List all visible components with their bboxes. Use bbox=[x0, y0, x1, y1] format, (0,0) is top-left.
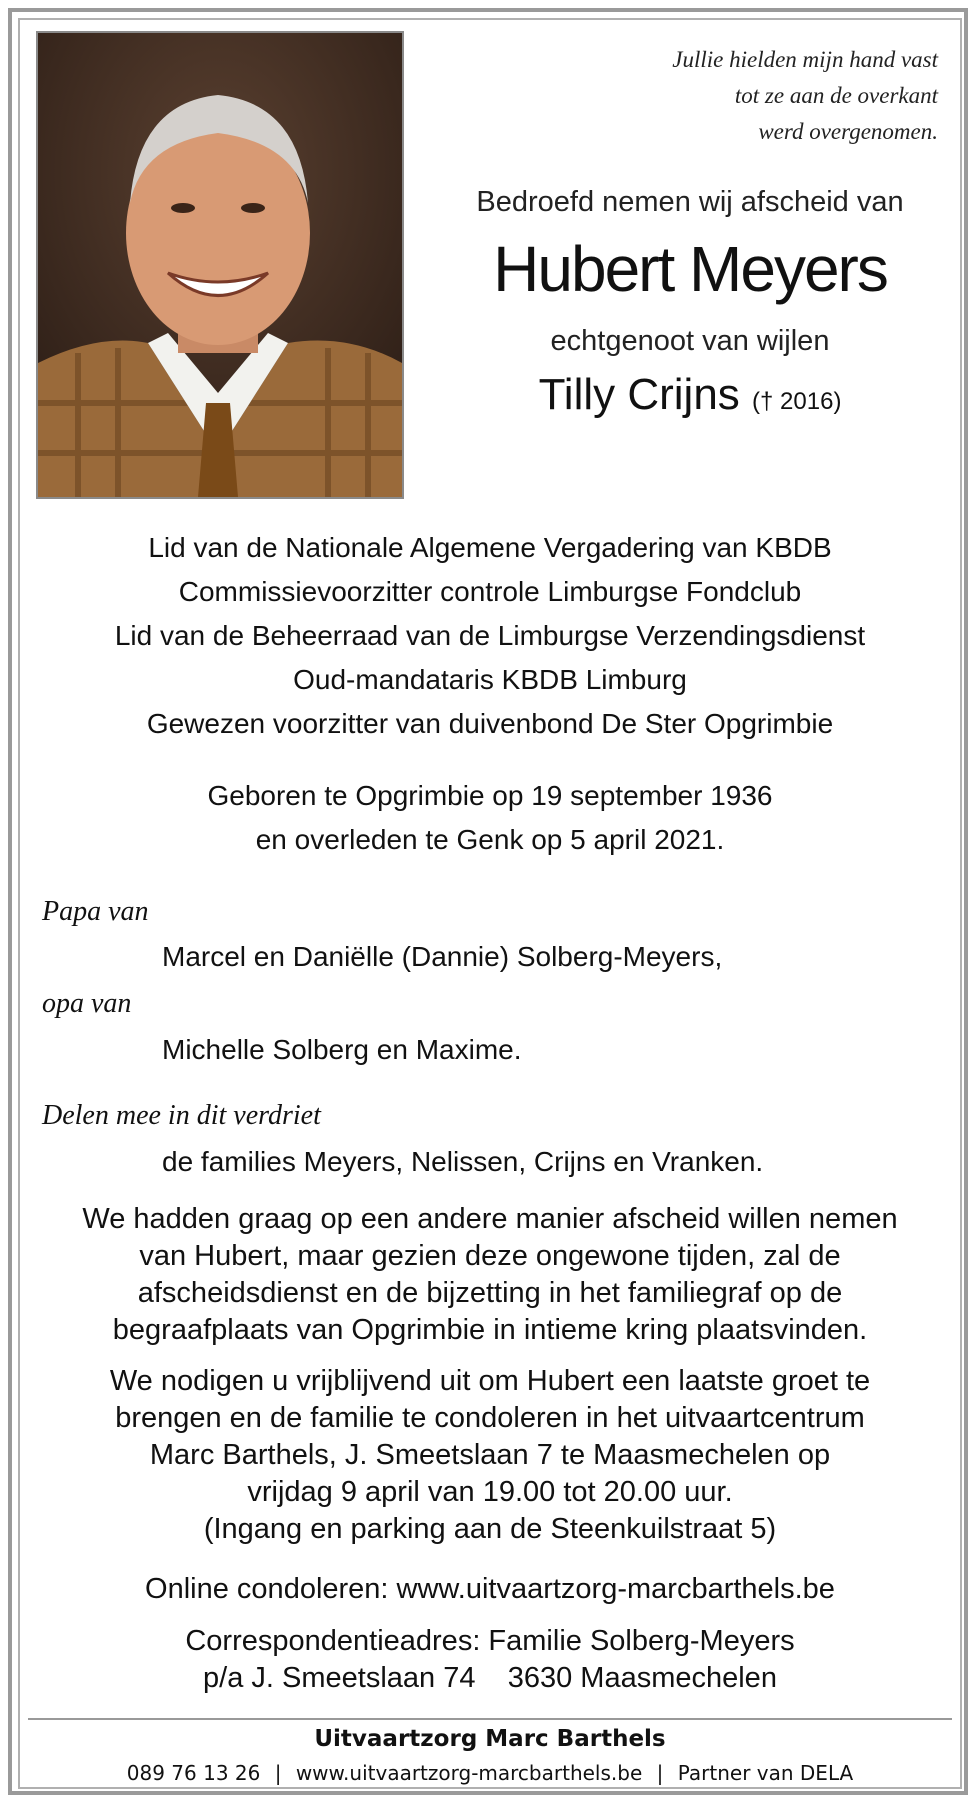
share-label: Delen mee in dit verdriet bbox=[42, 1100, 321, 1131]
footer-separator: | bbox=[656, 1761, 664, 1785]
footer-phone[interactable]: 089 76 13 26 bbox=[126, 1761, 261, 1785]
poem-line: tot ze aan de overkant bbox=[734, 83, 938, 108]
invite-line: brengen en de familie te condoleren in het uitvaartcentrum bbox=[115, 1402, 865, 1434]
portrait-photo bbox=[36, 31, 404, 499]
share-names: de families Meyers, Nelissen, Crijns en Vranken. bbox=[162, 1146, 764, 1177]
footer-contact bbox=[0, 1761, 980, 1785]
correspondence-address bbox=[40, 1623, 940, 1697]
papa-label: Papa van bbox=[42, 896, 149, 927]
role-line: Lid van de Beheerraad van de Limburgse Verzendingsdienst bbox=[114, 620, 866, 651]
role-line: Commissievoorzitter controle Limburgse Fondclub bbox=[178, 576, 802, 607]
role-line: Lid van de Nationale Algemene Vergadering van KBDB bbox=[148, 532, 832, 563]
spouse-line bbox=[440, 370, 940, 420]
invite-line: We nodigen u vrijblijvend uit om Hubert een laatste groet te bbox=[109, 1365, 871, 1397]
opa-names: Michelle Solberg en Maxime. bbox=[162, 1034, 522, 1065]
invite-line: (Ingang en parking aan de Steenkuilstraat 5) bbox=[203, 1513, 777, 1545]
spouse-name: Tilly Crijns bbox=[538, 370, 740, 419]
spouse-note: († 2016) bbox=[752, 388, 842, 415]
farewell-line: begraafplaats van Opgrimbie in intieme kring plaatsvinden. bbox=[112, 1314, 868, 1346]
footer-partner: Partner van DELA bbox=[677, 1761, 854, 1785]
birth-line: Geboren te Opgrimbie op 19 september 1936 bbox=[207, 780, 773, 811]
life-dates bbox=[40, 774, 940, 862]
role-line: Oud-mandataris KBDB Limburg bbox=[293, 664, 687, 695]
spouse-intro: echtgenoot van wijlen bbox=[550, 325, 830, 357]
correspondence-line: p/a J. Smeetslaan 74 3630 Maasmechelen bbox=[203, 1662, 777, 1694]
correspondence-line: Correspondentieadres: Familie Solberg-Meyers bbox=[185, 1625, 795, 1657]
opa-label: opa van bbox=[42, 988, 132, 1019]
invite-paragraph bbox=[40, 1363, 940, 1548]
farewell-line: We hadden graag op een andere manier afscheid willen nemen bbox=[82, 1203, 898, 1235]
papa-names: Marcel en Daniëlle (Dannie) Solberg-Meyers, bbox=[162, 941, 723, 972]
deceased-name: Hubert Meyers bbox=[493, 233, 887, 305]
poem-line: werd overgenomen. bbox=[758, 119, 938, 144]
farewell-line: van Hubert, maar gezien deze ongewone tijden, zal de bbox=[139, 1240, 841, 1272]
poem bbox=[672, 42, 938, 150]
poem-line: Jullie hielden mijn hand vast bbox=[672, 47, 938, 72]
roles-list bbox=[40, 526, 940, 746]
role-line: Gewezen voorzitter van duivenbond De Ster Opgrimbie bbox=[146, 708, 834, 739]
online-condolence[interactable]: Online condoleren: www.uitvaartzorg-marcbarthels.be bbox=[145, 1573, 835, 1605]
death-line: en overleden te Genk op 5 april 2021. bbox=[255, 824, 725, 855]
intro-text: Bedroefd nemen wij afscheid van bbox=[476, 186, 904, 218]
footer-separator: | bbox=[274, 1761, 282, 1785]
footer-divider bbox=[28, 1718, 952, 1720]
invite-line: vrijdag 9 april van 19.00 tot 20.00 uur. bbox=[247, 1476, 733, 1508]
farewell-line: afscheidsdienst en de bijzetting in het familiegraf op de bbox=[137, 1277, 843, 1309]
invite-line: Marc Barthels, J. Smeetslaan 7 te Maasmechelen op bbox=[149, 1439, 831, 1471]
farewell-paragraph bbox=[40, 1201, 940, 1349]
footer-website[interactable]: www.uitvaartzorg-marcbarthels.be bbox=[295, 1761, 643, 1785]
footer-company: Uitvaartzorg Marc Barthels bbox=[314, 1726, 666, 1752]
